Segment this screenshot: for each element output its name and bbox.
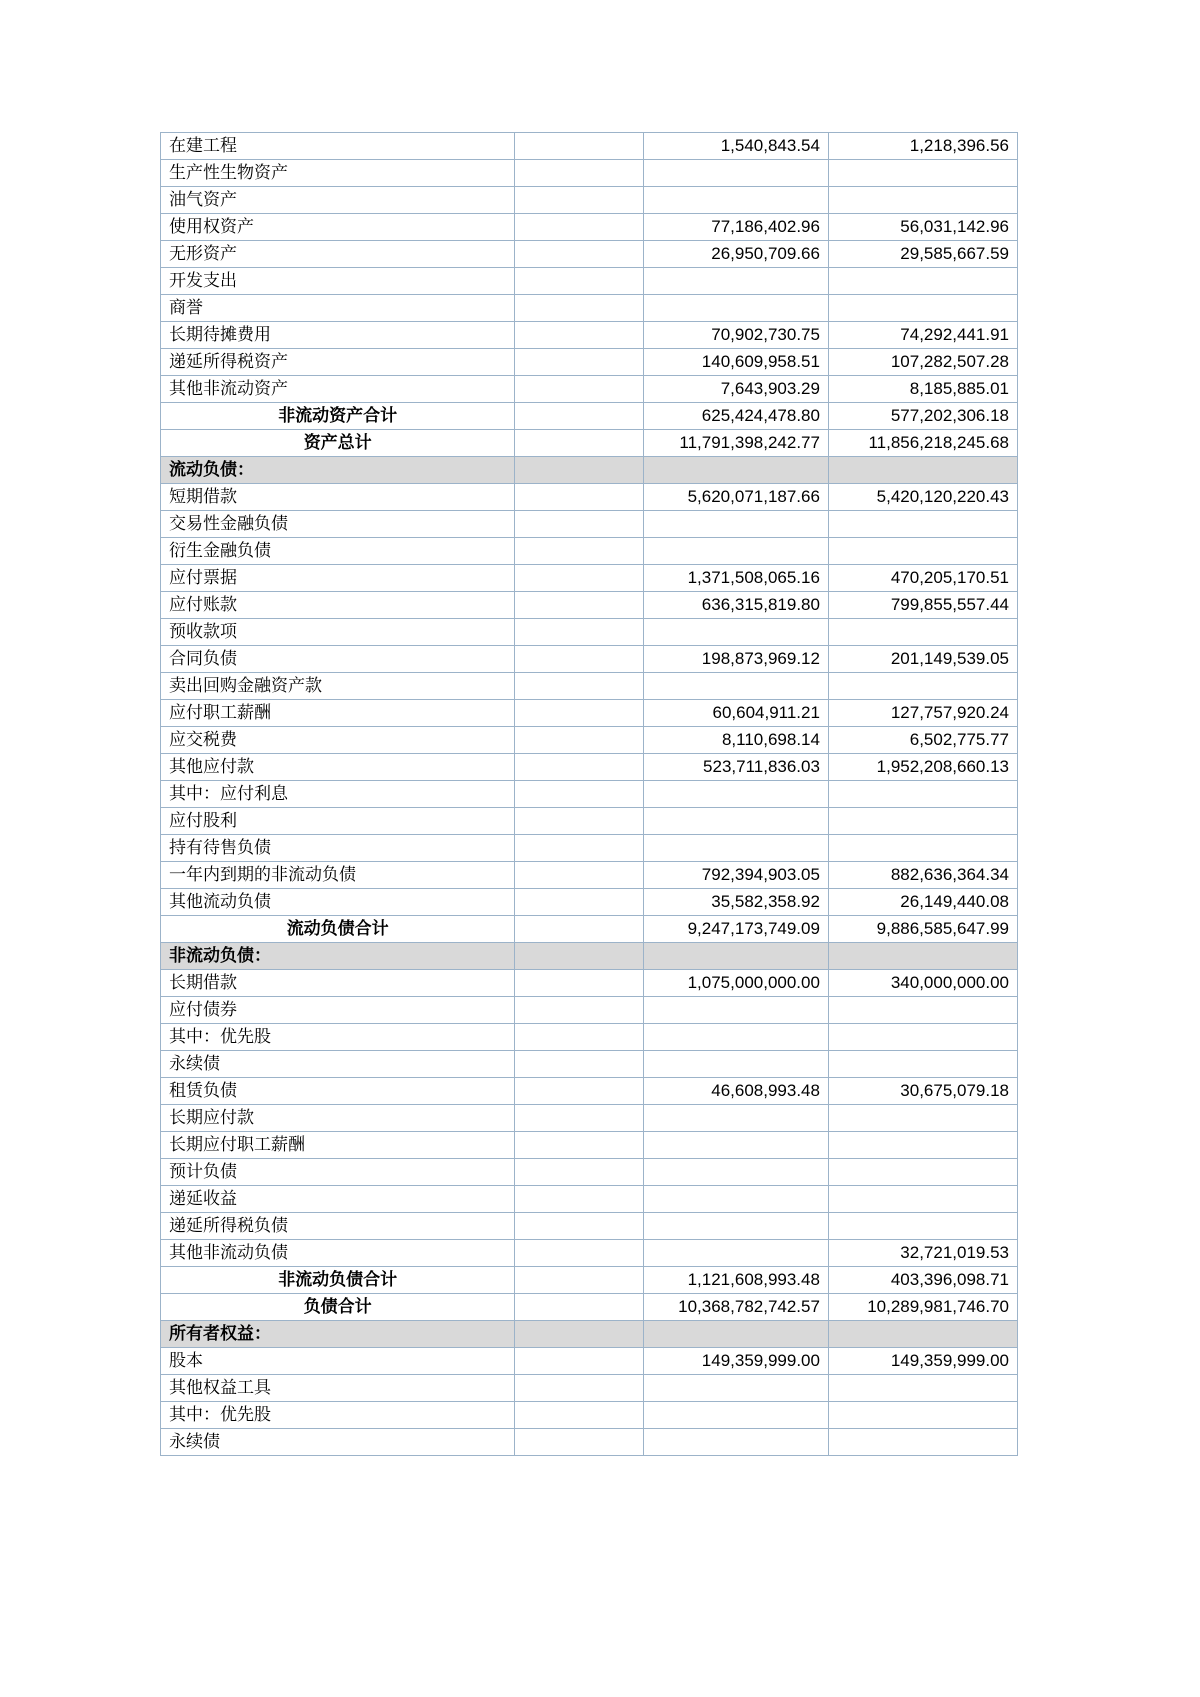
table-row [161, 781, 1018, 808]
row-value-current [644, 1375, 829, 1402]
row-note [515, 403, 644, 430]
row-value-opening [828, 781, 1017, 808]
row-value-current [644, 1024, 829, 1051]
table-row [161, 214, 1018, 241]
row-value-current: 140,609,958.51 [644, 349, 829, 376]
table-row [161, 511, 1018, 538]
row-value-current [644, 808, 829, 835]
row-note [515, 970, 644, 997]
row-label: 交易性金融负债 [161, 511, 515, 538]
row-note [515, 1429, 644, 1456]
row-note [515, 1294, 644, 1321]
row-note [515, 1348, 644, 1375]
row-note [515, 1186, 644, 1213]
row-label: 递延所得税负债 [161, 1213, 515, 1240]
row-value-opening: 9,886,585,647.99 [828, 916, 1017, 943]
row-value-opening [828, 295, 1017, 322]
row-label: 其他非流动负债 [161, 1240, 515, 1267]
row-value-current [644, 187, 829, 214]
table-row [161, 700, 1018, 727]
row-value-current: 8,110,698.14 [644, 727, 829, 754]
row-note [515, 754, 644, 781]
row-value-current [644, 1213, 829, 1240]
table-row [161, 457, 1018, 484]
row-label: 其他流动负债 [161, 889, 515, 916]
table-row [161, 1375, 1018, 1402]
row-note [515, 835, 644, 862]
row-value-current: 1,540,843.54 [644, 133, 829, 160]
table-row [161, 1429, 1018, 1456]
row-note [515, 1024, 644, 1051]
row-value-current [644, 295, 829, 322]
table-row [161, 1348, 1018, 1375]
row-note [515, 1267, 644, 1294]
row-value-current: 9,247,173,749.09 [644, 916, 829, 943]
row-value-current [644, 1132, 829, 1159]
row-label: 股本 [161, 1348, 515, 1375]
row-value-opening [828, 1429, 1017, 1456]
row-value-opening: 149,359,999.00 [828, 1348, 1017, 1375]
row-value-opening: 403,396,098.71 [828, 1267, 1017, 1294]
row-value-current [644, 160, 829, 187]
row-note [515, 187, 644, 214]
row-label: 应付账款 [161, 592, 515, 619]
row-label: 应付债券 [161, 997, 515, 1024]
row-value-opening [828, 1132, 1017, 1159]
row-label: 应交税费 [161, 727, 515, 754]
row-value-opening [828, 673, 1017, 700]
row-value-opening: 30,675,079.18 [828, 1078, 1017, 1105]
row-note [515, 565, 644, 592]
table-row [161, 889, 1018, 916]
row-value-current: 625,424,478.80 [644, 403, 829, 430]
table-row [161, 133, 1018, 160]
row-note [515, 295, 644, 322]
row-value-current [644, 1321, 829, 1348]
row-value-current: 46,608,993.48 [644, 1078, 829, 1105]
row-label: 其他权益工具 [161, 1375, 515, 1402]
row-label: 非流动负债合计 [161, 1267, 515, 1294]
table-row [161, 970, 1018, 997]
table-row [161, 295, 1018, 322]
row-note [515, 376, 644, 403]
row-value-opening: 10,289,981,746.70 [828, 1294, 1017, 1321]
row-value-opening [828, 943, 1017, 970]
row-value-opening [828, 1213, 1017, 1240]
row-note [515, 862, 644, 889]
row-label: 其中：应付利息 [161, 781, 515, 808]
row-note [515, 322, 644, 349]
row-value-current: 11,791,398,242.77 [644, 430, 829, 457]
table-row [161, 1159, 1018, 1186]
row-label: 资产总计 [161, 430, 515, 457]
row-note [515, 538, 644, 565]
balance-sheet-table [160, 132, 1018, 1456]
table-row [161, 1105, 1018, 1132]
row-value-current: 792,394,903.05 [644, 862, 829, 889]
row-note [515, 1159, 644, 1186]
row-value-current: 5,620,071,187.66 [644, 484, 829, 511]
table-row [161, 646, 1018, 673]
row-value-opening [828, 619, 1017, 646]
row-label: 租赁负债 [161, 1078, 515, 1105]
row-label: 开发支出 [161, 268, 515, 295]
row-value-current [644, 1105, 829, 1132]
row-label: 非流动资产合计 [161, 403, 515, 430]
row-label: 短期借款 [161, 484, 515, 511]
row-value-current [644, 835, 829, 862]
row-value-current [644, 1051, 829, 1078]
row-value-opening [828, 1375, 1017, 1402]
row-note [515, 268, 644, 295]
row-note [515, 673, 644, 700]
row-label: 其中：优先股 [161, 1402, 515, 1429]
row-value-opening: 29,585,667.59 [828, 241, 1017, 268]
row-label: 在建工程 [161, 133, 515, 160]
row-note [515, 943, 644, 970]
row-note [515, 1240, 644, 1267]
row-label: 其中：优先股 [161, 1024, 515, 1051]
balance-sheet-body [161, 133, 1018, 1456]
row-note [515, 889, 644, 916]
row-value-current [644, 511, 829, 538]
row-value-opening [828, 538, 1017, 565]
row-label: 永续债 [161, 1051, 515, 1078]
row-label: 持有待售负债 [161, 835, 515, 862]
row-value-opening: 8,185,885.01 [828, 376, 1017, 403]
row-value-current: 1,121,608,993.48 [644, 1267, 829, 1294]
row-value-current [644, 1240, 829, 1267]
table-row [161, 835, 1018, 862]
row-label: 长期待摊费用 [161, 322, 515, 349]
row-note [515, 1213, 644, 1240]
table-row [161, 727, 1018, 754]
row-note [515, 160, 644, 187]
row-value-opening: 882,636,364.34 [828, 862, 1017, 889]
row-value-current: 1,075,000,000.00 [644, 970, 829, 997]
table-row [161, 376, 1018, 403]
table-row [161, 1294, 1018, 1321]
table-row [161, 1078, 1018, 1105]
row-value-opening [828, 1186, 1017, 1213]
row-note [515, 214, 644, 241]
row-label: 预收款项 [161, 619, 515, 646]
row-note [515, 916, 644, 943]
row-label: 递延所得税资产 [161, 349, 515, 376]
row-value-current: 10,368,782,742.57 [644, 1294, 829, 1321]
row-value-opening: 5,420,120,220.43 [828, 484, 1017, 511]
row-value-current [644, 1429, 829, 1456]
row-label: 所有者权益： [161, 1321, 515, 1348]
row-value-opening [828, 835, 1017, 862]
row-label: 流动负债合计 [161, 916, 515, 943]
table-row [161, 187, 1018, 214]
row-value-current [644, 457, 829, 484]
row-label: 衍生金融负债 [161, 538, 515, 565]
row-value-opening: 201,149,539.05 [828, 646, 1017, 673]
row-value-current [644, 538, 829, 565]
row-label: 流动负债： [161, 457, 515, 484]
table-row [161, 754, 1018, 781]
row-note [515, 727, 644, 754]
row-value-opening [828, 1321, 1017, 1348]
row-value-opening [828, 160, 1017, 187]
table-row [161, 673, 1018, 700]
row-note [515, 241, 644, 268]
row-value-current: 70,902,730.75 [644, 322, 829, 349]
row-note [515, 511, 644, 538]
row-note [515, 133, 644, 160]
row-value-opening: 799,855,557.44 [828, 592, 1017, 619]
table-row [161, 430, 1018, 457]
row-label: 生产性生物资产 [161, 160, 515, 187]
row-note [515, 1132, 644, 1159]
row-note [515, 619, 644, 646]
row-value-opening [828, 511, 1017, 538]
row-value-current: 636,315,819.80 [644, 592, 829, 619]
row-value-current: 1,371,508,065.16 [644, 565, 829, 592]
row-value-opening: 127,757,920.24 [828, 700, 1017, 727]
row-value-current: 7,643,903.29 [644, 376, 829, 403]
row-label: 负债合计 [161, 1294, 515, 1321]
row-value-opening [828, 1051, 1017, 1078]
row-value-current [644, 268, 829, 295]
row-label: 长期借款 [161, 970, 515, 997]
row-value-opening [828, 1159, 1017, 1186]
row-value-opening [828, 268, 1017, 295]
row-value-opening: 32,721,019.53 [828, 1240, 1017, 1267]
row-note [515, 592, 644, 619]
row-label: 应付股利 [161, 808, 515, 835]
row-value-current [644, 673, 829, 700]
row-value-opening: 74,292,441.91 [828, 322, 1017, 349]
row-note [515, 1402, 644, 1429]
table-row [161, 943, 1018, 970]
table-row [161, 916, 1018, 943]
row-note [515, 1375, 644, 1402]
row-value-opening: 470,205,170.51 [828, 565, 1017, 592]
table-row [161, 1051, 1018, 1078]
table-row [161, 1321, 1018, 1348]
row-label: 递延收益 [161, 1186, 515, 1213]
row-value-current [644, 619, 829, 646]
row-note [515, 700, 644, 727]
row-label: 其他非流动资产 [161, 376, 515, 403]
table-row [161, 1240, 1018, 1267]
row-value-opening: 56,031,142.96 [828, 214, 1017, 241]
row-label: 非流动负债： [161, 943, 515, 970]
table-row [161, 1402, 1018, 1429]
row-value-opening [828, 808, 1017, 835]
table-row [161, 1132, 1018, 1159]
row-value-opening [828, 457, 1017, 484]
row-label: 长期应付职工薪酬 [161, 1132, 515, 1159]
row-note [515, 1051, 644, 1078]
row-value-opening: 6,502,775.77 [828, 727, 1017, 754]
row-value-current: 523,711,836.03 [644, 754, 829, 781]
row-note [515, 997, 644, 1024]
row-note [515, 646, 644, 673]
table-row [161, 862, 1018, 889]
row-value-opening: 1,952,208,660.13 [828, 754, 1017, 781]
row-value-opening: 1,218,396.56 [828, 133, 1017, 160]
row-label: 使用权资产 [161, 214, 515, 241]
row-note [515, 781, 644, 808]
row-value-opening: 340,000,000.00 [828, 970, 1017, 997]
row-value-current: 60,604,911.21 [644, 700, 829, 727]
row-value-opening: 577,202,306.18 [828, 403, 1017, 430]
row-note [515, 1105, 644, 1132]
row-value-opening [828, 187, 1017, 214]
table-row [161, 322, 1018, 349]
row-label: 卖出回购金融资产款 [161, 673, 515, 700]
table-row [161, 268, 1018, 295]
row-value-opening: 26,149,440.08 [828, 889, 1017, 916]
row-label: 应付职工薪酬 [161, 700, 515, 727]
row-value-current: 77,186,402.96 [644, 214, 829, 241]
row-label: 永续债 [161, 1429, 515, 1456]
row-value-current [644, 997, 829, 1024]
row-value-opening [828, 1024, 1017, 1051]
row-label: 其他应付款 [161, 754, 515, 781]
table-row [161, 997, 1018, 1024]
row-note [515, 1078, 644, 1105]
row-note [515, 808, 644, 835]
row-note [515, 484, 644, 511]
row-label: 油气资产 [161, 187, 515, 214]
row-value-opening: 107,282,507.28 [828, 349, 1017, 376]
table-row [161, 349, 1018, 376]
table-row [161, 241, 1018, 268]
row-value-opening [828, 1105, 1017, 1132]
table-row [161, 1213, 1018, 1240]
row-label: 预计负债 [161, 1159, 515, 1186]
table-row [161, 160, 1018, 187]
row-note [515, 457, 644, 484]
row-value-current [644, 1186, 829, 1213]
row-value-opening: 11,856,218,245.68 [828, 430, 1017, 457]
row-value-current [644, 781, 829, 808]
table-row [161, 808, 1018, 835]
table-row [161, 565, 1018, 592]
row-label: 无形资产 [161, 241, 515, 268]
row-value-current [644, 1402, 829, 1429]
table-row [161, 538, 1018, 565]
table-row [161, 619, 1018, 646]
row-note [515, 1321, 644, 1348]
table-row [161, 1024, 1018, 1051]
row-value-current: 35,582,358.92 [644, 889, 829, 916]
table-row [161, 1267, 1018, 1294]
row-value-current: 26,950,709.66 [644, 241, 829, 268]
row-label: 合同负债 [161, 646, 515, 673]
row-value-current [644, 943, 829, 970]
table-row [161, 403, 1018, 430]
row-value-opening [828, 1402, 1017, 1429]
row-note [515, 349, 644, 376]
row-value-opening [828, 997, 1017, 1024]
row-note [515, 430, 644, 457]
table-row [161, 484, 1018, 511]
table-row [161, 592, 1018, 619]
row-value-current [644, 1159, 829, 1186]
row-label: 商誉 [161, 295, 515, 322]
row-label: 长期应付款 [161, 1105, 515, 1132]
table-row [161, 1186, 1018, 1213]
row-value-current: 198,873,969.12 [644, 646, 829, 673]
row-value-current: 149,359,999.00 [644, 1348, 829, 1375]
row-label: 应付票据 [161, 565, 515, 592]
row-label: 一年内到期的非流动负债 [161, 862, 515, 889]
